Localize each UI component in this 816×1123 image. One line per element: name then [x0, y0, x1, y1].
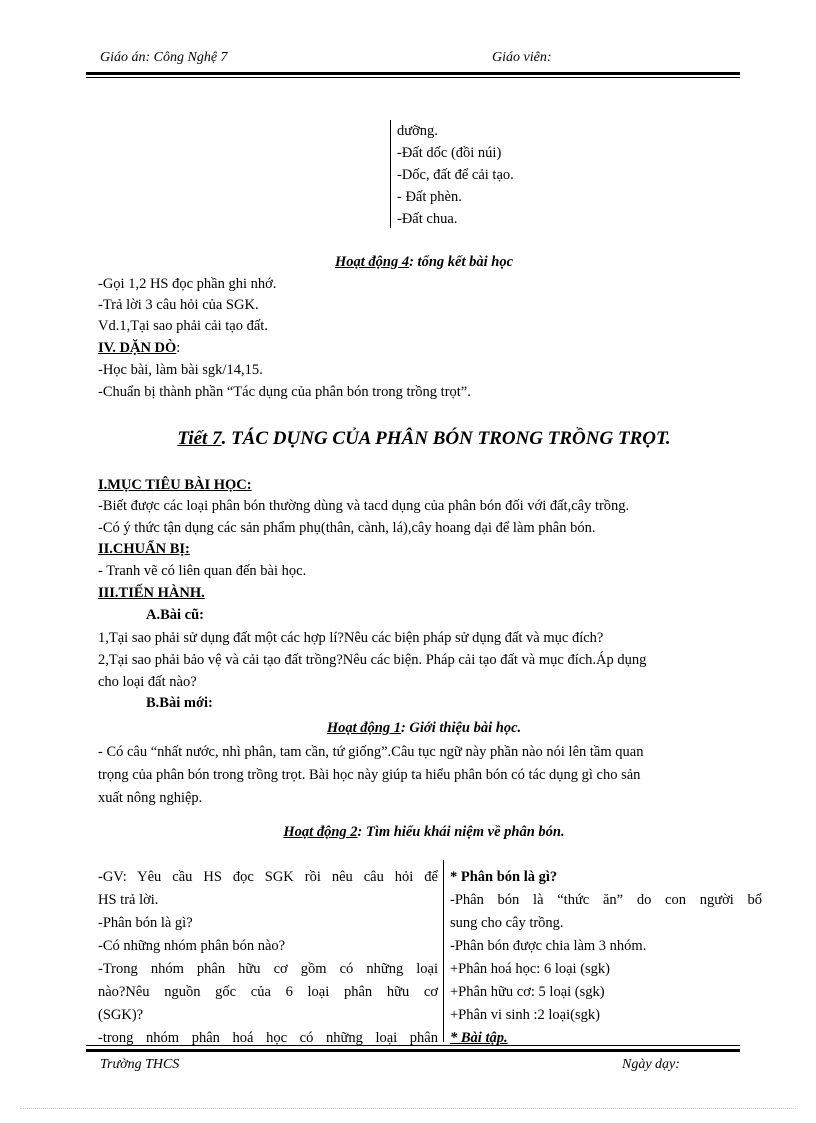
table-left-line: HS trả lời. [98, 892, 159, 908]
header-subject: Giáo án: Công Nghệ 7 [100, 50, 228, 65]
activity4-line: -Trả lời 3 câu hỏi của SGK. [98, 297, 259, 313]
activity4-line: Vd.1,Tại sao phải cải tạo đất. [98, 318, 268, 334]
table-divider [443, 860, 444, 1042]
table-right-line: +Phân vi sinh :2 loại(sgk) [450, 1007, 600, 1023]
dando-line: -Chuẩn bị thành phần “Tác dụng của phân bón trong trồng trọt”. [98, 384, 471, 400]
table-left-column [98, 866, 438, 1050]
table-right-line: -Phân bón được chia làm 3 nhóm. [450, 938, 647, 954]
activity1-line: - Có câu “nhất nước, nhì phân, tam cần, tứ giống”.Câu tục ngữ này phần nào nói lên tầm quan [98, 744, 644, 760]
table-left-line: nào?Nêu nguồn gốc của 6 loại phân hữu cơ [98, 984, 438, 1000]
column-line: dưỡng. [397, 123, 438, 139]
table-right-column [450, 866, 762, 1050]
baicu-label: A.Bài cũ: [146, 607, 204, 623]
footer-school: Trường THCS [100, 1057, 180, 1072]
baimoi-label: B.Bài mới: [146, 695, 213, 711]
table-right-line: +Phân hoá học: 6 loại (sgk) [450, 961, 610, 977]
column-line: -Dốc, đất để cải tạo. [397, 167, 514, 183]
table-right-heading: * Phân bón là gì? [450, 869, 558, 885]
footer-date: Ngày dạy: [622, 1057, 680, 1072]
column-line: -Đất chua. [397, 211, 458, 227]
column-line: - Đất phèn. [397, 189, 462, 205]
chuanbi-line: - Tranh vẽ có liên quan đến bài học. [98, 563, 307, 579]
table-right-line: +Phân hữu cơ: 5 loại (sgk) [450, 984, 605, 1000]
section-dando: IV. DẶN DÒ: [98, 340, 181, 356]
baicu-line: 1,Tại sao phải sử dụng đất một các hợp lí?Nêu các biện pháp sử dụng đất và mục đích? [98, 630, 604, 646]
activity1-line: trọng của phân bón trong trồng trọt. Bài học này giúp ta hiểu phân bón có tác dụng gì cho sản [98, 767, 641, 783]
page-bottom-dotted-line [20, 1108, 796, 1109]
header-rule-thick [86, 72, 740, 75]
baicu-line: cho loại đất nào? [98, 674, 197, 690]
header-rule-thin [86, 77, 740, 78]
activity2-heading: Hoạt động 2: Tìm hiểu khái niệm về phân bón. [283, 824, 565, 840]
dando-line: -Học bài, làm bài sgk/14,15. [98, 362, 263, 378]
section-tienhanh: III.TIẾN HÀNH. [98, 585, 205, 601]
activity4-heading: Hoạt động 4: tổng kết bài học [334, 254, 514, 270]
activity4-line: -Gọi 1,2 HS đọc phần ghi nhớ. [98, 276, 277, 292]
activity1-line: xuất nông nghiệp. [98, 790, 203, 806]
table-left-line: -Phân bón là gì? [98, 915, 193, 931]
column-line: -Đất dốc (đồi núi) [397, 145, 502, 161]
activity1-heading: Hoạt động 1: Giới thiệu bài học. [326, 720, 522, 736]
baicu-line: 2,Tại sao phải bảo vệ và cải tạo đất trồng?Nêu các biện. Pháp cải tạo đất và mục đích.Áp dụng [98, 652, 647, 668]
footer-rule-thin [86, 1045, 740, 1046]
table-left-line: -trong nhóm phân hoá học có những loại phân [98, 1030, 438, 1046]
muctieu-line: -Có ý thức tận dụng các sản phẩm phụ(thân, cành, lá),cây hoang dại để làm phân bón. [98, 520, 596, 536]
table-left-line: -Có những nhóm phân bón nào? [98, 938, 286, 954]
table-right-line: -Phân bón là “thức ăn” do con người bổ [450, 892, 762, 908]
section-muctieu: I.MỤC TIÊU BÀI HỌC: [98, 477, 252, 493]
table-left-line: (SGK)? [98, 1007, 144, 1023]
header-teacher: Giáo viên: [492, 50, 552, 65]
table-right-exercise: * Bài tập. [450, 1030, 508, 1046]
table-left-line: -GV: Yêu cầu HS đọc SGK rồi nêu câu hỏi để [98, 869, 438, 885]
footer-rule-thick [86, 1049, 740, 1052]
page-header [100, 50, 740, 70]
muctieu-line: -Biết được các loại phân bón thường dùng và tacd dụng của phân bón đối với đất,cây trồng. [98, 498, 630, 514]
table-right-line: sung cho cây trồng. [450, 915, 564, 931]
table-left-line: -Trong nhóm phân hữu cơ gồm có những loại [98, 961, 438, 977]
continued-table-column [390, 120, 647, 228]
lesson-title: Tiết 7. TÁC DỤNG CỦA PHÂN BÓN TRONG TRỒNG TRỌT. [177, 428, 671, 449]
section-chuanbi: II.CHUẨN BỊ: [98, 541, 190, 557]
